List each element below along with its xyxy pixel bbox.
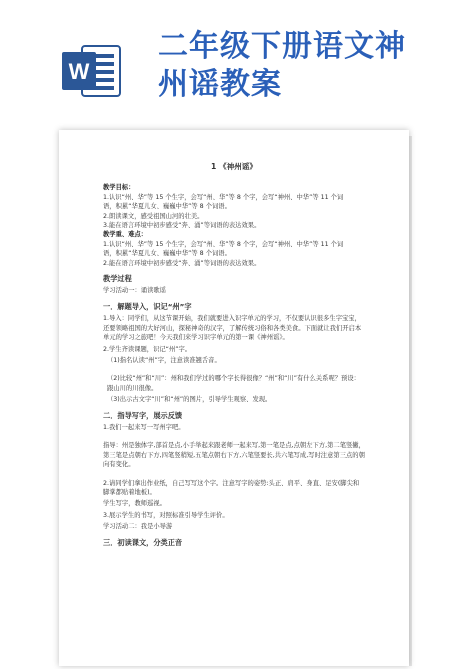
paragraph: 1.我们一起来写一写州字吧。 — [103, 423, 185, 431]
document-title-line-2: 州谣教案 — [158, 67, 282, 102]
paragraph: 3.展示学生的书写，对照标准引导学生评价。 — [103, 511, 229, 519]
paragraph: 2.学生齐读课题，识记“州”字。 — [103, 345, 192, 353]
document-page — [59, 130, 409, 666]
paragraph: 指导：州是独体字,部首是点,小手举起来跟老师一起来写,第一笔是点,点朝左下方,第二笔竖撇，第三笔是点朝右下方,四笔竖稍短,五笔点朝右下方,六笔竖要长,共六笔写成,写时注意第三点的朝向有变化。 — [103, 442, 365, 469]
lesson-title: 1 《神州谣》 — [211, 162, 257, 171]
header-band — [0, 0, 474, 118]
svg-text:W: W — [68, 59, 90, 84]
word-document-icon — [60, 40, 122, 102]
paragraph: （2)比较“州”和“川”：州和我们学过的哪个字长得很像？“州”和“川”有什么关系呢？预设：跟山川的川很像。 — [107, 375, 360, 392]
keypoint-line: 语，积累“华夏儿女、巍巍中华”等 8 个词语。 — [103, 250, 231, 258]
section-three-heading: 三．初读课文，分类正音 — [103, 537, 183, 547]
spacer — [103, 367, 365, 372]
spacer — [103, 434, 365, 439]
section-one-heading: 一．解题导入，识记“州”字 — [103, 301, 192, 311]
paragraph: （1)指名认读“州”字，注意读准翘舌音。 — [107, 356, 221, 364]
objective-line: 2.朗读课文，感受祖国山河的壮美。 — [103, 212, 204, 220]
document-title-line-1: 二年级下册语文神 — [158, 29, 406, 64]
document-title — [158, 28, 458, 104]
keypoint-line: 1.认识“州、华”等 15 个生字，会写“州、华”等 8 个字，会写“神州、中华”等 11 个词 — [103, 240, 344, 248]
objective-line: 语，积累“华夏儿女、巍巍中华”等 8 个词语。 — [103, 203, 231, 211]
objectives-heading: 教学目标： — [103, 184, 135, 192]
objective-line: 1.认识“州、华”等 15 个生字，会写“州、华”等 8 个字，会写“神州、中华”等 11 个词 — [103, 193, 344, 201]
section-two-heading: 二．指导写字，展示反馈 — [103, 410, 183, 420]
paragraph: 1.导入：同学们，从这节课开始，我们就要进入识字单元的学习，不仅要认识很多生字宝宝，还要领略祖国的大好河山，探秘神奇的汉字，了解传统习俗和各类美食。下面就让我们开启本单元的学习之旅吧！今天我们来学习识字单元的第一课《神州谣》。 — [103, 315, 362, 342]
page-content — [103, 162, 365, 550]
activity-two: 学习活动二：我是小导游 — [103, 523, 173, 531]
objective-line: 3.能在语言环境中初步感受“奔、涌”等词语的表达效果。 — [103, 222, 261, 230]
paragraph: （3)出示古文字“川”和“州”的图片，引导学生观察、发现。 — [107, 396, 272, 404]
keypoint-line: 2.能在语言环境中初步感受“奔、涌”等词语的表达效果。 — [103, 259, 261, 267]
paragraph: 学生写字，教师巡视。 — [103, 500, 166, 508]
keypoints-heading: 教学重、难点： — [103, 231, 148, 239]
spacer — [103, 472, 365, 477]
paragraph: 2.请同学们拿出作业纸，自己写写这个字。注意写字的姿势:头正、肩平、身直、足安(脚尖和脚掌都贴着地板)。 — [103, 479, 360, 496]
activity-one: 学习活动一：诵读歌谣 — [103, 287, 166, 295]
process-heading: 教学过程 — [103, 274, 132, 284]
